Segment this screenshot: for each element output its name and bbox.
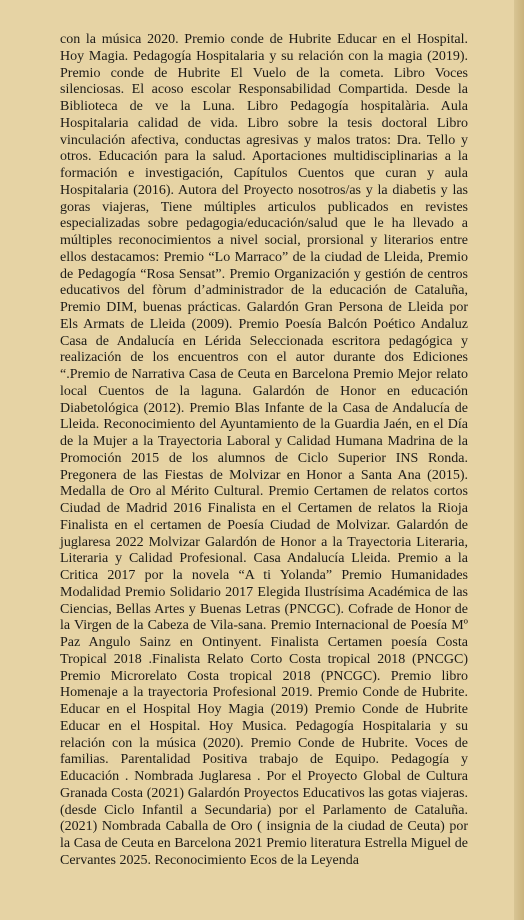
body-paragraph: con la música 2020. Premio conde de Hubrite Educar en el Hospital. Hoy Magia. Pedagogía Hospitalaria y su relación con la magia (2019). Premio conde de Hubrite El Vuelo de la cometa. Libro Voces silenciosas. El acoso escolar Responsabilidad Compartida. Desde la Biblioteca de ve la Luna. Libro Pedagogía hospitalària. Aula Hospitalaria calidad de vida. Libro sobre la tesis doctoral Libro vinculación afectiva, conductas agresivas y malos tratos: Dra. Tello y otros. Educación para la salud. Aportaciones multidisciplinarias a la formación e investigación, Capítulos Cuentos que curan y aula Hospitalaria (2016). Autora del Proyecto nosotros/as y la diabetis y las goras viajeras, Tiene múltiples articulos publicados en revistes especializadas sobre pedagogia/educación/salud que le ha llevado a múltiples reconocimientos a nivel social, prorsional y literarios entre ellos destacamos: Premio “Lo Marraco” de la ciudad de Lleida, Premio de Pedagogía “Rosa Sensat”. Premio Organización y gestión de centros educativos del fòrum d’administrador de la educación de Cataluña, Premio DIM, buenas prácticas. Galardón Gran Persona de Lleida por Els Armats de Lleida (2009). Premio Poesía Balcón Poético Andaluz Casa de Andalucía en Lérida Seleccionada escritora pedagógica y realización de los encuentros con el autor durante dos Ediciones “.Premio de Narrativa Casa de Ceuta en Barcelona Premio Mejor relato local Cuentos de la laguna. Galardón de Honor en educación Diabetológica (2012). Premio Blas Infante de la Casa de Andalucía de Lleida. Reconocimiento del Ayuntamiento de la Guardia Jaén, en el Día de la Mujer a la Trayectoria Laboral y Calidad Humana Madrina de la Promoción 2015 de los alumnos de Ciclo Superior INS Ronda. Pregonera de las Fiestas de Molvizar en Honor a Santa Ana (2015). Medalla de Oro al Mérito Cultural. Premio Certamen de relatos cortos Ciudad de Madrid 2016 Finalista en el Certamen de relatos la Rioja Finalista en el certamen de Poesía Ciudad de Molvizar. Galardón de juglaresa 2022 Molvizar Galardón de Honor a la Trayectoria Literaria, Literaria y Calidad Profesional. Casa Andalucía Lleida. Premio a la Critica 2017 por la novela “A ti Yolanda” Premio Humanidades Modalidad Premio Solidario 2017 Elegida Ilustrísima Académica de las Ciencias, Bellas Artes y Buenas Letras (PNCGC). Cofrade de Honor de la Virgen de la Cabeza de Vila-sana. Premio Internacional de Poesía Mº Paz Angulo Sainz en Ontinyent. Finalista Certamen poesía Costa Tropical 2018 .Finalista Relato Corto Costa tropical 2018 (PNCGC) Premio Microrelato Costa tropical 2018 (PNCGC). Premio libro Homenaje a la trayectoria Profesional 2019. Premio Conde de Hubrite. Educar en el Hospital Hoy Magia (2019) Premio Conde de Hubrite Educar en el Hospital. Hoy Musica. Pedagogía Hospitalaria y su relación con la música (2020). Premio Conde de Hubrite. Voces de familias. Parentalidad Positiva trabajo de Equipo. Pedagogía y Educación . Nombrada Juglaresa . Por el Proyecto Global de Cultura Granada Costa (2021) Galardón Proyectos Educativos las gotas viajeras. (desde Ciclo Infantil a Secundaria) por el Parlamento de Cataluña. (2021) Nombrada Caballa de Oro ( insignia de la ciudad de Ceuta) por la Casa de Ceuta en Barcelona 2021 Premio literatura Estrella Miguel de Cervantes 2025. Reconocimiento Ecos de la Leyenda xyxy=(60,32,468,868)
page-edge xyxy=(514,0,524,920)
